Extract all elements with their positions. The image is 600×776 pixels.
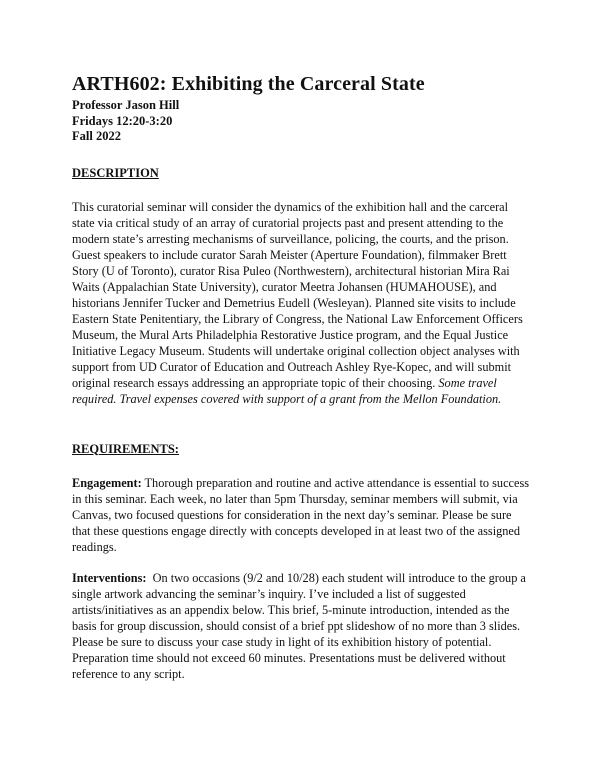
- professor-name: Professor Jason Hill: [72, 98, 180, 112]
- engagement-paragraph: [72, 475, 530, 555]
- requirements-heading: REQUIREMENTS:: [72, 441, 179, 456]
- engagement-body: Thorough preparation and routine and active attendance is essential to success in this seminar. Each week, no later than 5pm Thursday, seminar members will submit, via Canvas, two focused questions for consideration in the next day’s seminar. Please be sure that these questions engage directly with concepts developed in at least two of the assigned readings.: [72, 475, 530, 554]
- course-title: ARTH602: Exhibiting the Carceral State: [72, 73, 425, 95]
- class-schedule: Fridays 12:20-3:20: [72, 113, 173, 128]
- interventions-body: On two occasions (9/2 and 10/28) each student will introduce to the group a single artwork advancing the seminar’s inquiry. I’ve included a list of suggested artists/initiatives as an appendix below. This brief, 5-minute introduction, intended as the basis for group discussion, should consist of a brief ppt slideshow of no more than 3 slides. Please be sure to discuss your case study in light of its exhibition history of potential. Preparation time should not exceed 60 minutes. Presentations must be delivered without reference to any script.: [72, 570, 526, 681]
- description-heading: DESCRIPTION: [72, 165, 159, 180]
- course-term: Fall 2022: [72, 129, 121, 143]
- description-paragraph: [72, 199, 530, 407]
- description-body: This curatorial seminar will consider the dynamics of the exhibition hall and the carceral state via critical study of an array of curatorial projects past and present attending to the modern state’s arresting mechanisms of surveillance, policing, the courts, and the prison. Guest speakers to include curator Sarah Meister (Aperture Foundation), filmmaker Brett Story (U of Toronto), curator Risa Puleo (Northwestern), architectural historian Mira Rai Waits (Appalachian State University), curator Meetra Johansen (HUMAHOUSE), and historians Jennifer Tucker and Demetrius Eudell (Wesleyan). Planned site visits to include Eastern State Penitentiary, the Library of Congress, the National Law Enforcement Officers Museum, the Mural Arts Philadelphia Restorative Justice program, and the Equal Justice Initiative Legacy Museum. Students will undertake original collection object analyses with support from UD Curator of Education and Outreach Ashley Rye-Kopec, and will submit original research essays addressing an appropriate topic of their choosing.: [72, 199, 523, 390]
- travel-note: Some travel required. Travel expenses covered with support of a grant from the Mellon Foundation.: [72, 375, 502, 406]
- interventions-label: Interventions:: [72, 570, 147, 585]
- engagement-label: Engagement:: [72, 475, 142, 490]
- interventions-paragraph: [72, 570, 530, 682]
